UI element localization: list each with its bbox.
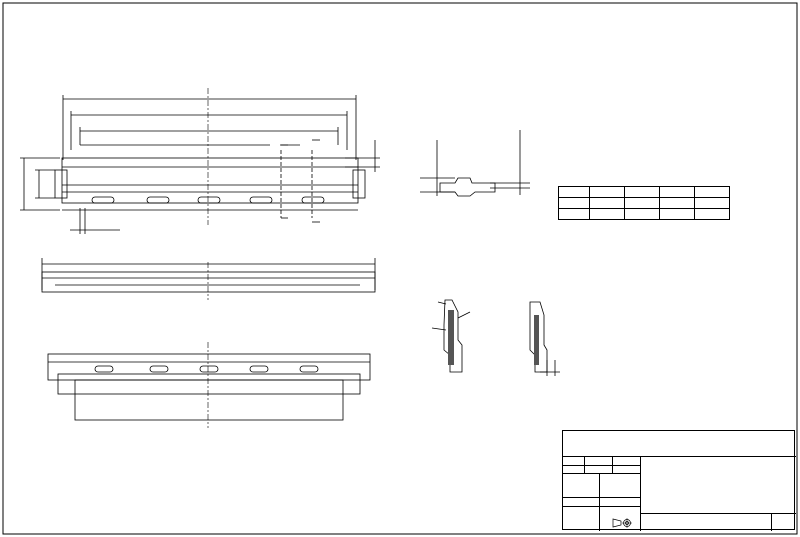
table-cell: [625, 209, 660, 220]
table-header: [625, 187, 660, 198]
divider: [771, 514, 772, 531]
unit-label-cell: [563, 457, 585, 466]
ordering-table: [558, 186, 730, 220]
table-cell: [695, 198, 730, 209]
projection-symbol-icon: [612, 517, 632, 528]
table-cell: [590, 209, 625, 220]
table-cell: [559, 198, 590, 209]
tolerance-cell: [600, 498, 641, 507]
scale-label-cell: [585, 457, 613, 466]
table-cell: [590, 198, 625, 209]
scale-value-cell: [585, 466, 613, 474]
table-header: [695, 187, 730, 198]
angle-cell: [600, 507, 641, 531]
tolerance-values-cell: [563, 507, 600, 531]
table-row: [559, 209, 730, 220]
sheet-label-cell: [613, 457, 641, 466]
side-view: [420, 130, 530, 196]
section-a-a: [432, 300, 470, 372]
front-view: [42, 258, 375, 300]
title-block: [562, 430, 795, 530]
bottom-view: [48, 342, 370, 428]
table-header-row: [559, 187, 730, 198]
table-cell: [695, 209, 730, 220]
table-header: [559, 187, 590, 198]
drawn-by-cell: [563, 474, 600, 498]
unit-value-cell: [563, 466, 585, 474]
general-cell: [563, 498, 600, 507]
table-header: [590, 187, 625, 198]
table-header: [660, 187, 695, 198]
table-cell: [625, 198, 660, 209]
table-cell: [559, 209, 590, 220]
divider: [641, 513, 796, 514]
table-cell: [660, 198, 695, 209]
approved-by-cell: [600, 474, 641, 498]
table-row: [559, 198, 730, 209]
table-cell: [660, 209, 695, 220]
company-name-cn: [563, 431, 796, 448]
top-view: [20, 88, 380, 234]
sheet-value-cell: [613, 466, 641, 474]
section-b-b: [530, 302, 560, 376]
